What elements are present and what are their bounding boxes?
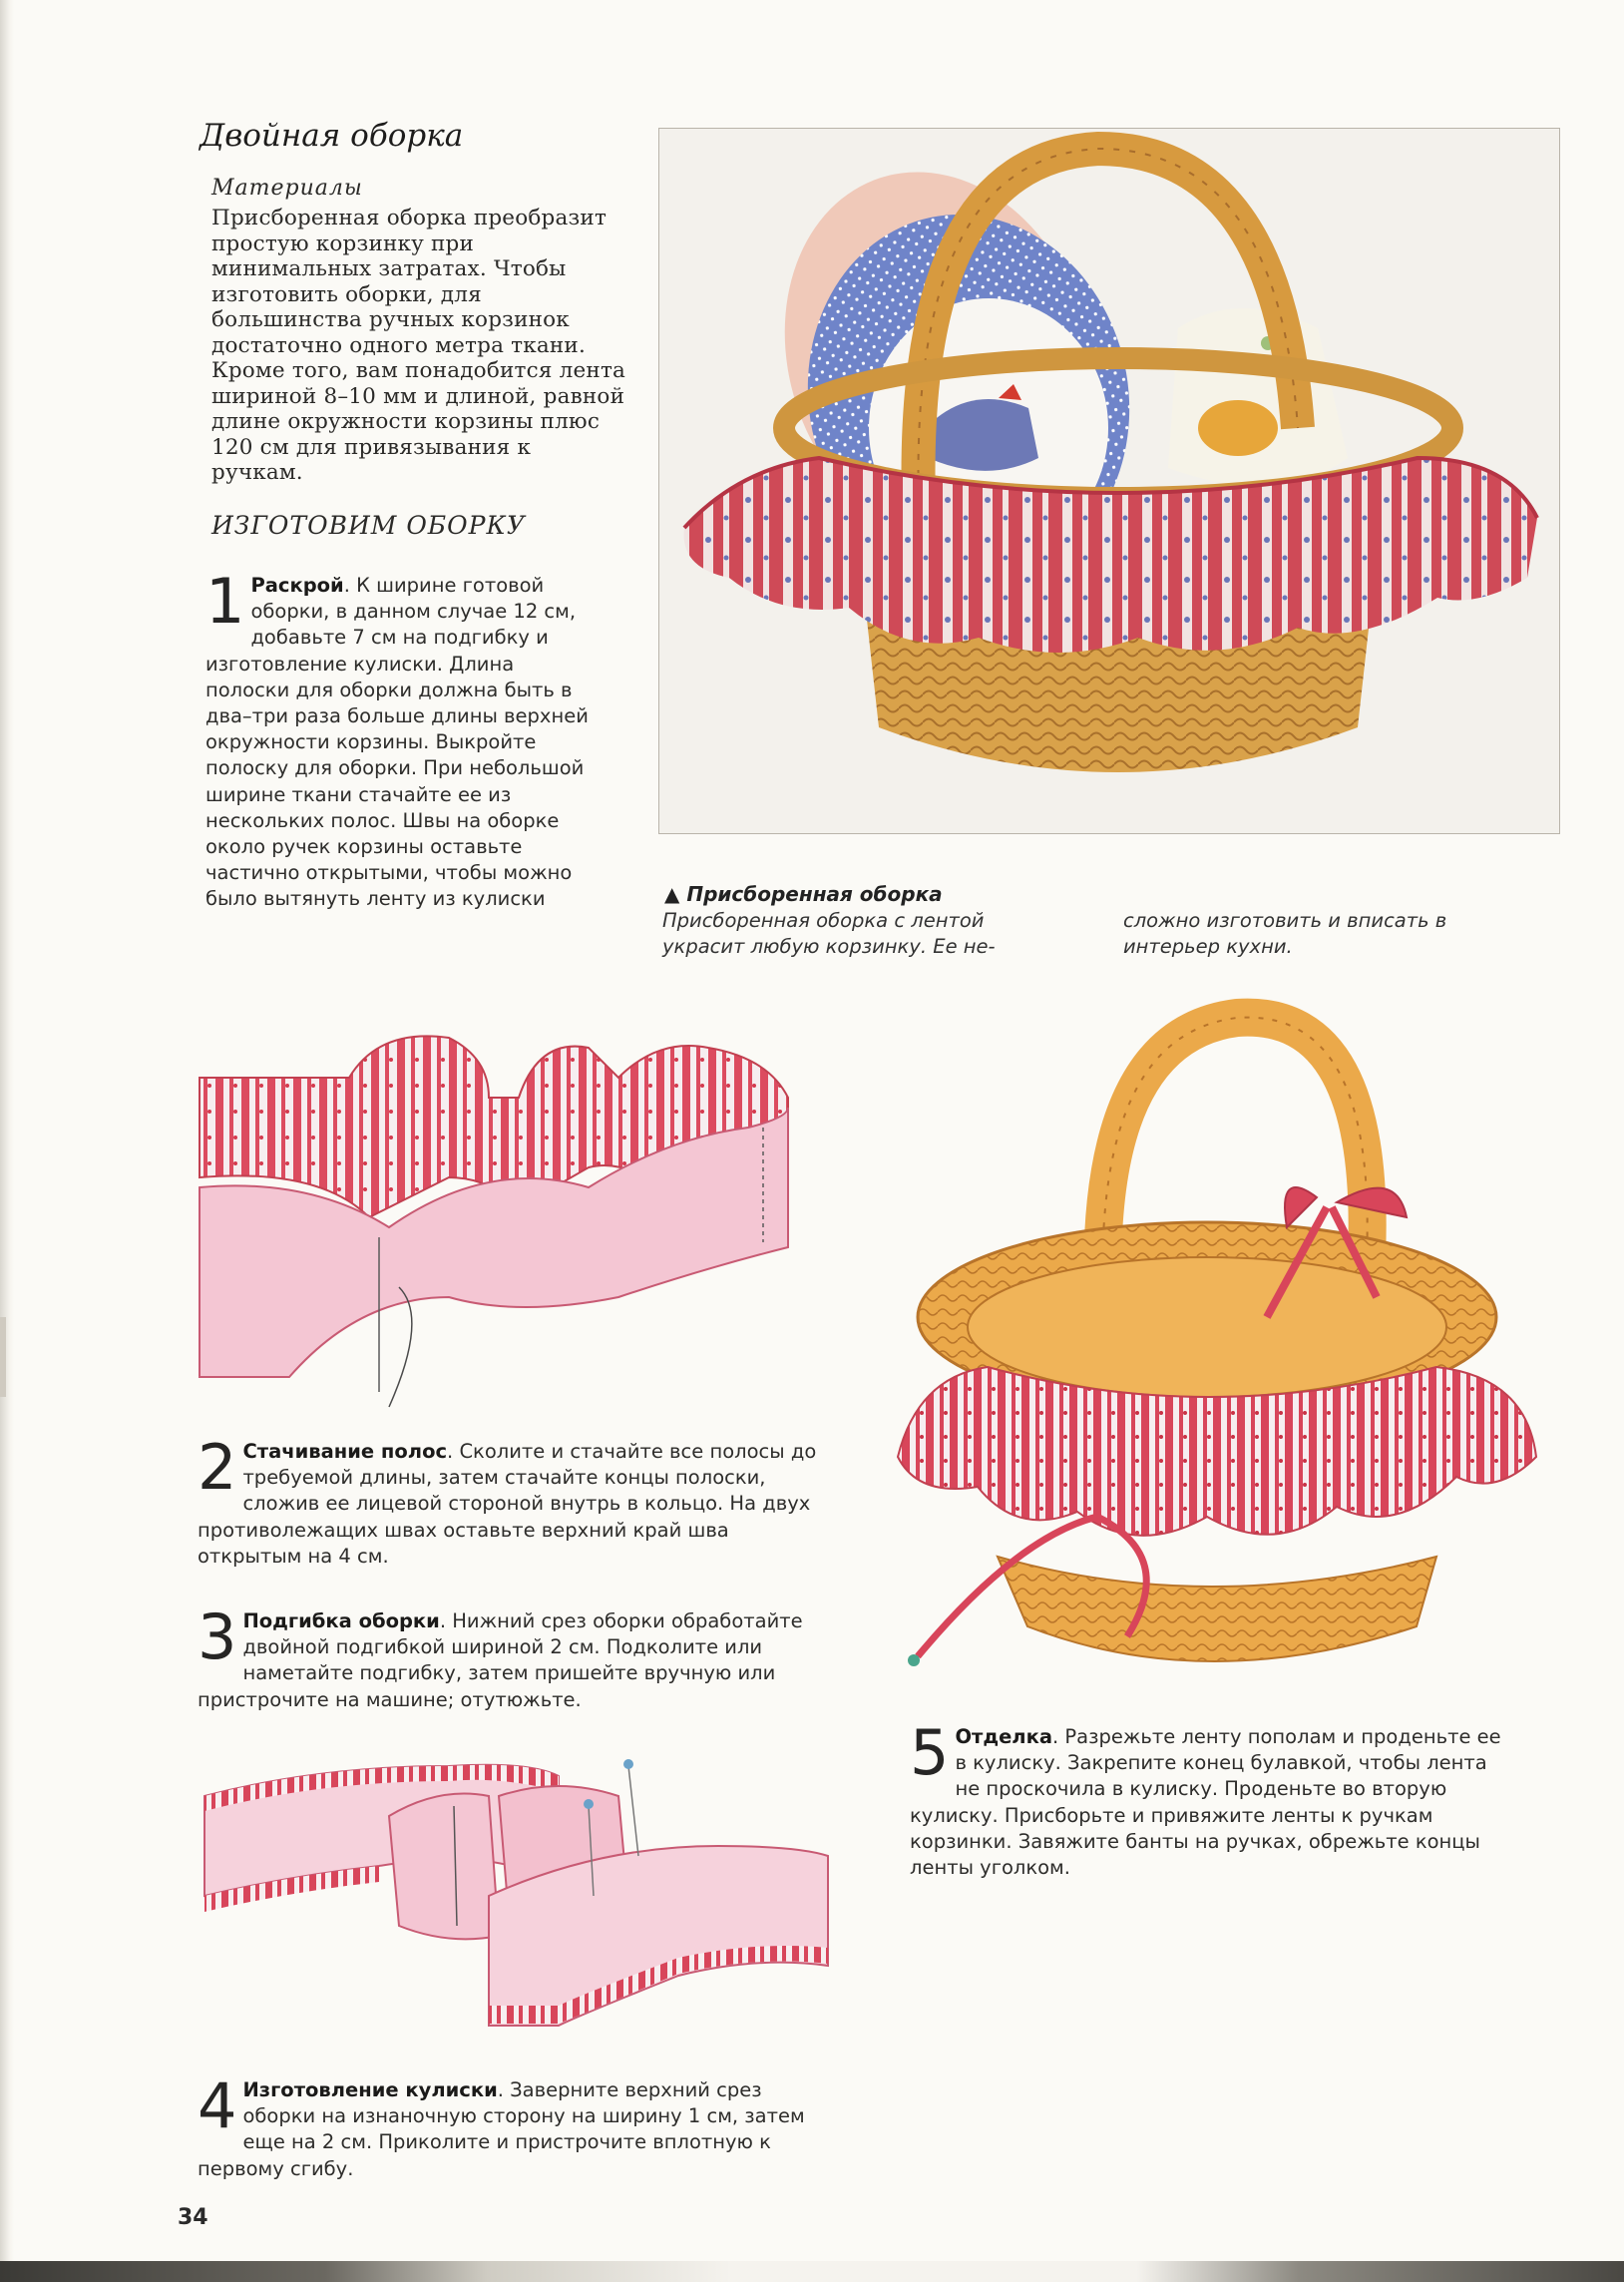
step-text: . К ширине готовой оборки, в данном случае 12 см, добавьте 7 см на подгибку и изготовление кулиски. Длина полоски для оборки должна быть в два–три раза больше длины верхней окружности корзины. Выкройте полоску для оборки. При небольшой ширине ткани стачайте ее из нескольких полос. Швы на оборке около ручек корзины оставьте частично открытыми, чтобы можно было вытянуть ленту из кулиски xyxy=(205,574,589,911)
materials-heading: Материалы xyxy=(211,176,363,201)
section-heading: ИЗГОТОВИМ ОБОРКУ xyxy=(211,511,526,540)
step-1 xyxy=(205,565,589,913)
photo-caption-col1: Присборенная оборка с лентой украсит любую корзинку. Ее не- xyxy=(662,909,996,958)
step-number: 2 xyxy=(198,1431,237,1504)
page-gutter-shadow xyxy=(0,0,14,2282)
step-5 xyxy=(910,1716,1506,1881)
triangle-up-icon: ▲ xyxy=(664,882,680,906)
step-4 xyxy=(198,2069,826,2182)
step-3 xyxy=(198,1600,826,1713)
step-title: Отделка xyxy=(955,1725,1052,1748)
step-text: . Нижний срез оборки обработайте двойной подгибкой шириной 2 см. Подколите или наметайте подгибку, затем пришейте вручную или пристрочите на машине; отутюжьте. xyxy=(198,1609,803,1711)
step-title: Стачивание полос xyxy=(242,1440,448,1463)
basket-photo-image xyxy=(659,129,1559,833)
basket-photo xyxy=(658,128,1560,834)
strips-joined-illustration xyxy=(190,998,828,1417)
step-number: 4 xyxy=(198,2069,237,2142)
photo-caption-col2: сложно изготовить и вписать в интерьер кухни. xyxy=(1123,909,1447,958)
step-title: Изготовление кулиски xyxy=(242,2078,498,2101)
finished-basket-illustration xyxy=(878,998,1556,1686)
step-text: . Разрежьте ленту пополам и проденьте ее в кулиску. Закрепите конец булавкой, чтобы лента не проскочила в кулиску. Проденьте во вторую кулиску. Присборьте и привяжите ленты к ручкам корзинки. Завяжите банты на ручках, обрежьте концы ленты уголком. xyxy=(910,1725,1501,1880)
step-number: 1 xyxy=(205,565,245,638)
page-title: Двойная оборка xyxy=(200,118,464,154)
step-number: 3 xyxy=(198,1600,237,1673)
materials-text: Присборенная оборка преобразит простую корзинку при минимальных затратах. Чтобы изготовить оборки, для большинства ручных корзинок достаточно одного метра ткани. Кроме того, вам понадобится лента шириной 8–10 мм и длиной, равной длине окружности корзины плюс 120 см для привязывания к ручкам. xyxy=(211,206,626,485)
hem-illustration xyxy=(200,1736,838,2036)
step-number: 5 xyxy=(910,1716,950,1789)
caption-title-text: Присборенная оборка xyxy=(686,882,943,906)
step-title: Подгибка оборки xyxy=(242,1609,440,1632)
step-text: . Заверните верхний срез оборки на изнаночную сторону на ширину 1 см, затем еще на 2 см. Приколите и пристрочите вплотную к первому сгибу. xyxy=(198,2078,805,2180)
page-edge-mark xyxy=(0,1317,6,1397)
photo-caption-title xyxy=(664,882,943,906)
page-number: 34 xyxy=(178,2205,208,2230)
scan-bottom-edge xyxy=(0,2261,1624,2282)
step-text: . Сколите и стачайте все полосы до требуемой длины, затем стачайте концы полоски, сложив ее лицевой стороной внутрь в кольцо. На двух противолежащих швах оставьте верхний край шва открытым на 4 см. xyxy=(198,1440,817,1568)
step-2 xyxy=(198,1431,826,1570)
step-title: Раскрой xyxy=(250,574,344,597)
